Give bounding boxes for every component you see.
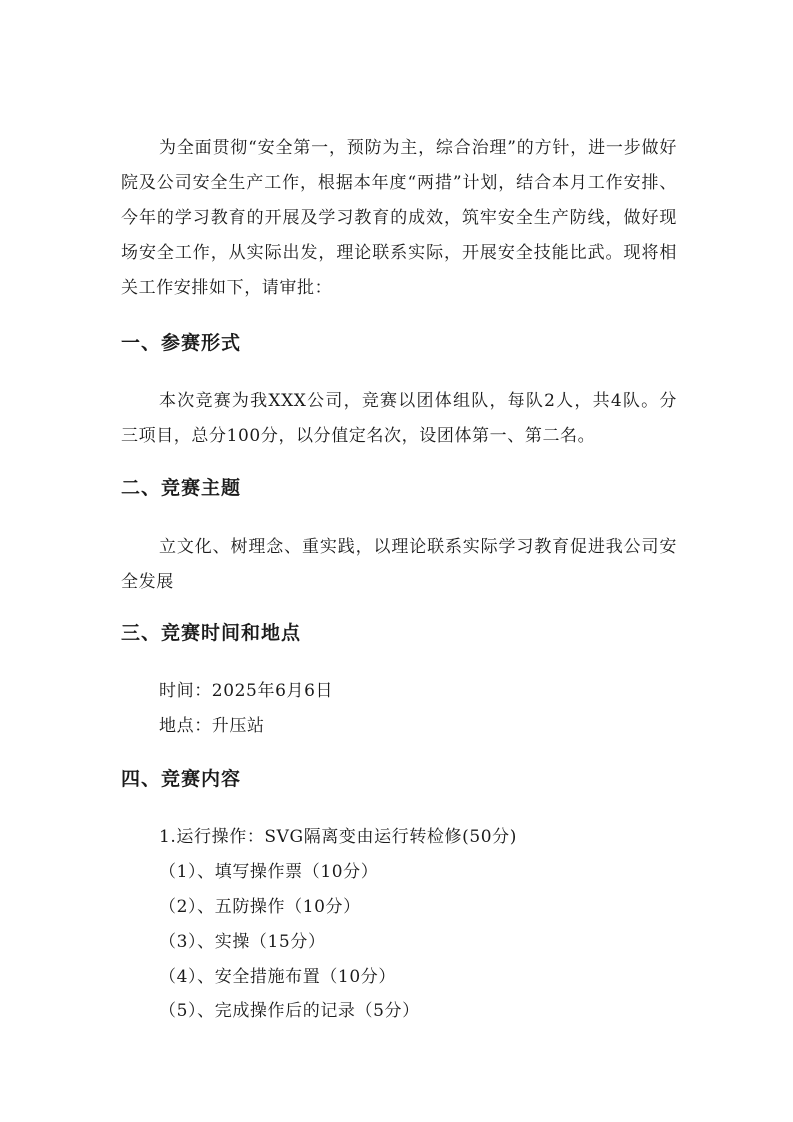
section-heading-time-place: 三、竞赛时间和地点 — [121, 622, 302, 644]
content-sub-item: （5）、完成操作后的记录（5分） — [159, 1001, 420, 1021]
competition-time: 时间：2025年6月6日 — [159, 681, 334, 701]
section-body-theme: 立文化、树理念、重实践，以理论联系实际学习教育促进我公司安全发展 — [121, 537, 677, 592]
content-sub-item: （3）、实操（15分） — [159, 932, 326, 952]
content-sub-item: （4）、安全措施布置（10分） — [159, 967, 396, 987]
section-heading-content: 四、竞赛内容 — [121, 768, 242, 790]
section-heading-participation-form: 一、参赛形式 — [121, 332, 242, 354]
section-heading-theme: 二、竞赛主题 — [121, 477, 242, 499]
content-item-main: 1.运行操作：SVG隔离变由运行转检修(50分) — [159, 827, 518, 847]
competition-place: 地点：升压站 — [159, 716, 265, 736]
section-body-participation-form: 本次竞赛为我XXX公司，竞赛以团体组队，每队2人，共4队。分三项目，总分100分，以分值定名次，设团体第一、第二名。 — [121, 391, 677, 446]
content-sub-item: （2）、五防操作（10分） — [159, 897, 361, 917]
content-sub-item: （1）、填写操作票（10分） — [159, 862, 379, 882]
intro-paragraph: 为全面贯彻“安全第一，预防为主，综合治理”的方针，进一步做好院及公司安全生产工作，根据本年度“两措”计划，结合本月工作安排、今年的学习教育的开展及学习教育的成效，筑牢安全生产防线，做好现场安全工作，从实际出发，理论联系实际，开展安全技能比武。现将相关工作安排如下，请审批： — [121, 138, 677, 298]
